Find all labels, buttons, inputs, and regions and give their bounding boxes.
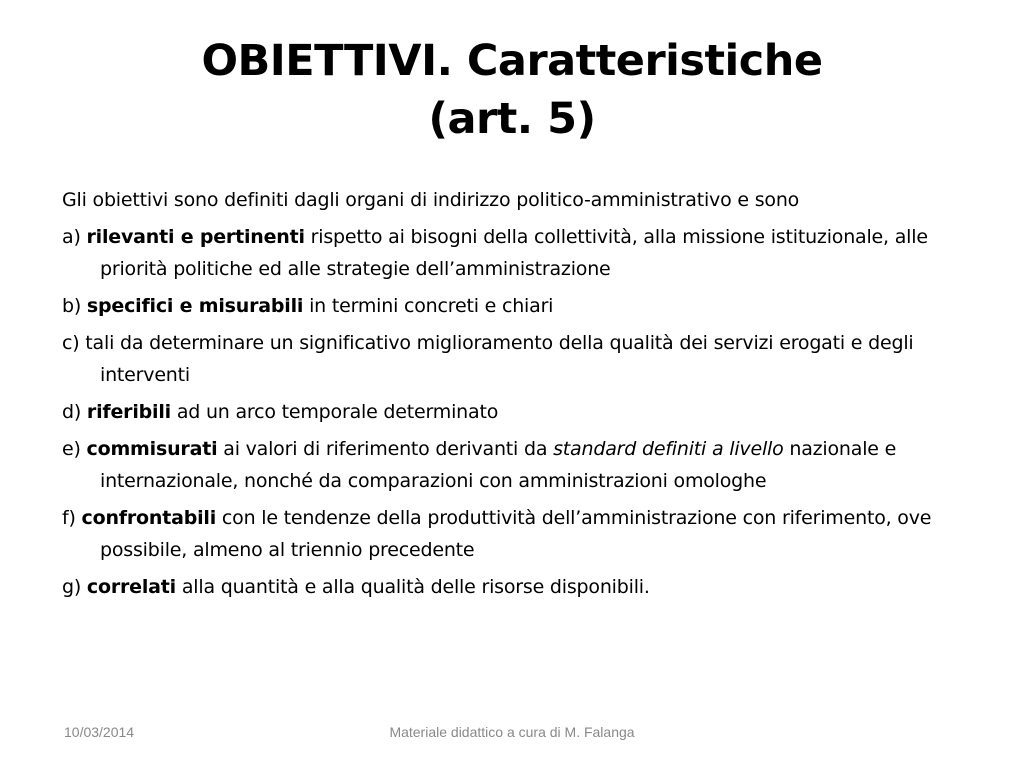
item-bold-text: riferibili: [86, 401, 171, 423]
intro-paragraph: Gli obiettivi sono definiti dagli organi di indirizzo politico-amministrativo e sono: [62, 189, 800, 211]
list-item-g: [62, 571, 972, 603]
footer-credit: Materiale didattico a cura di M. Falanga: [389, 724, 635, 740]
item-text: c) tali da determinare un significativo miglioramento della qualità dei servizi erogati e degli interventi: [62, 332, 914, 386]
item-prefix: a): [62, 226, 87, 248]
list-item-f: [62, 502, 972, 566]
slide-title: [80, 32, 944, 148]
item-prefix: b): [62, 295, 87, 317]
item-text: alla quantità e alla qualità delle risorse disponibili.: [176, 576, 650, 598]
item-text: con le tendenze della produttività dell’amministrazione con riferimento, ove possibile, almeno al triennio precedente: [100, 507, 932, 561]
list-item-b: [62, 290, 972, 322]
list-item-e: [62, 433, 972, 497]
item-prefix: e): [62, 438, 87, 460]
item-text-continued: nazionale e internazionale, nonché da comparazioni con amministrazioni omologhe: [100, 438, 897, 492]
title-line-1: OBIETTIVI. Caratteristiche: [201, 36, 823, 86]
item-bold-text: correlati: [86, 576, 176, 598]
list-item-c: [62, 327, 972, 391]
list-item-a: [62, 221, 972, 285]
item-text: rispetto ai bisogni della collettività, alla missione istituzionale, alle priorità politiche ed alle strategie dell’amministrazione: [100, 226, 928, 280]
item-italic-text: standard definiti a livello: [553, 438, 784, 460]
item-bold-text: confrontabili: [81, 507, 217, 529]
slide-body: [62, 184, 972, 608]
list-item-d: [62, 396, 972, 428]
item-text: ad un arco temporale determinato: [170, 401, 499, 423]
title-line-2: (art. 5): [428, 94, 596, 144]
item-bold-text: commisurati: [86, 438, 218, 460]
footer-date: 10/03/2014: [64, 724, 135, 740]
item-bold-text: rilevanti e pertinenti: [86, 226, 305, 248]
item-bold-text: specifici e misurabili: [86, 295, 304, 317]
item-text: in termini concreti e chiari: [303, 295, 554, 317]
item-text: ai valori di riferimento derivanti da: [217, 438, 554, 460]
item-prefix: f): [62, 507, 82, 529]
item-prefix: g): [62, 576, 87, 598]
item-prefix: d): [62, 401, 87, 423]
